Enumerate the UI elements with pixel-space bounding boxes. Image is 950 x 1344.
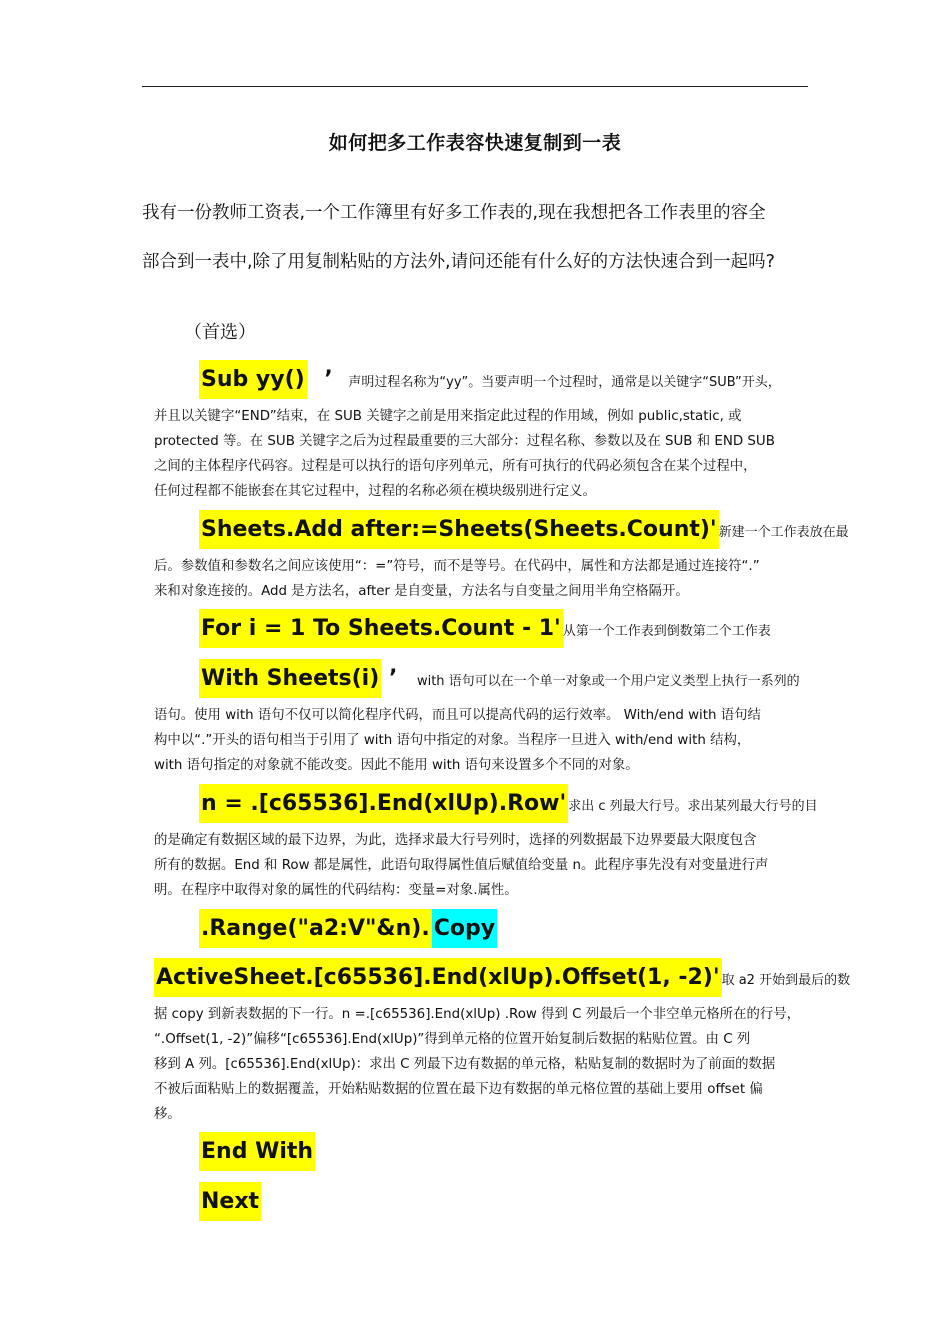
explanation-line: 所有的数据。End 和 Row 都是属性，此语句取得属性值后赋值给变量 n。此程序事先没有对变量进行声 bbox=[154, 858, 769, 873]
intro-line: 部合到一表中,除了用复制粘贴的方法外,请问还能有什么好的方法快速合到一起吗? bbox=[142, 252, 775, 272]
explanation-line: 不被后面粘贴上的数据覆盖，开始粘贴数据的位置在最下边有数据的单元格位置的基础上要用 offset 偏 bbox=[154, 1082, 763, 1097]
code-note: 新建一个工作表放在最 bbox=[718, 525, 849, 540]
code-highlight: n = .[c65536].End(xlUp).Row' bbox=[199, 784, 568, 823]
code-line-endwith bbox=[199, 1141, 315, 1163]
header-rule bbox=[142, 86, 808, 87]
code-line-with bbox=[199, 668, 800, 690]
code-note: 取 a2 开始到最后的数 bbox=[721, 973, 851, 988]
code-highlight: With Sheets(i) bbox=[199, 659, 381, 698]
code-line-n bbox=[199, 793, 818, 815]
intro-paragraph bbox=[142, 189, 822, 287]
explanation-line: “.Offset(1, -2)”偏移“[c65536].End(xlUp)”得到单元格的位置开始复制后数据的粘贴位置。由 C 列 bbox=[154, 1032, 751, 1047]
code-line-activesheet bbox=[154, 967, 850, 989]
code-highlight: End With bbox=[199, 1132, 315, 1171]
code-quote: ’ bbox=[324, 367, 333, 392]
explanation-line: with 语句指定的对象就不能改变。因此不能用 with 语句来设置多个不同的对象。 bbox=[154, 758, 639, 773]
explanation-line: 明。在程序中取得对象的属性的代码结构：变量=对象.属性。 bbox=[154, 883, 518, 898]
code-highlight: Next bbox=[199, 1182, 261, 1221]
explanation-paragraph-add bbox=[154, 554, 808, 604]
code-highlight: Sub yy() bbox=[199, 360, 307, 399]
explanation-paragraph-with bbox=[154, 703, 808, 778]
explanation-paragraph-activesheet bbox=[154, 1002, 808, 1127]
explanation-line: 语句。使用 with 语句不仅可以简化程序代码，而且可以提高代码的运行效率。 With/end with 语句结 bbox=[154, 708, 761, 723]
explanation-line: 来和对象连接的。Add 是方法名，after 是自变量，方法名与自变量之间用半角空格隔开。 bbox=[154, 584, 689, 599]
explanation-line: 并且以关键字“END”结束，在 SUB 关键字之前是用来指定此过程的作用域，例如 public,static, 或 bbox=[154, 409, 742, 424]
code-highlight: For i = 1 To Sheets.Count - 1' bbox=[199, 609, 563, 648]
explanation-line: 后。参数值和参数名之间应该使用“：=”符号，而不是等号。在代码中，属性和方法都是通过连接符“.” bbox=[154, 559, 760, 574]
code-line-for bbox=[199, 618, 771, 640]
code-quote: ’ bbox=[388, 666, 398, 691]
explanation-line: 移。 bbox=[154, 1107, 181, 1122]
code-highlight: Sheets.Add after:=Sheets(Sheets.Count)' bbox=[199, 510, 719, 549]
code-line-add bbox=[199, 519, 849, 541]
explanation-line: 之间的主体程序代码容。过程是可以执行的语句序列单元，所有可执行的代码必须包含在某个过程中， bbox=[154, 459, 757, 474]
explanation-line: protected 等。在 SUB 关键字之后为过程最重要的三大部分：过程名称、参数以及在 SUB 和 END SUB bbox=[154, 434, 775, 449]
code-highlight-copy: Copy bbox=[432, 909, 497, 948]
code-note: 从第一个工作表到倒数第二个工作表 bbox=[562, 624, 771, 639]
code-line-range bbox=[199, 918, 497, 940]
explanation-paragraph-n bbox=[154, 828, 808, 903]
page-title: 如何把多工作表容快速复制到一表 bbox=[328, 132, 622, 154]
explanation-paragraph-sub bbox=[154, 404, 808, 504]
explanation-line: 移到 A 列。[c65536].End(xlUp)：求出 C 列最下边有数据的单元格，粘贴复制的数据时为了前面的数据 bbox=[154, 1057, 776, 1072]
explanation-line: 任何过程都不能嵌套在其它过程中，过程的名称必须在模块级别进行定义。 bbox=[154, 484, 596, 499]
code-highlight: ActiveSheet.[c65536].End(xlUp).Offset(1, -2)' bbox=[154, 958, 722, 997]
explanation-line: 据 copy 到新表数据的下一行。n =.[c65536].End(xlUp) .Row 得到 C 列最后一个非空单元格所在的行号， bbox=[154, 1007, 801, 1022]
code-line-sub bbox=[199, 369, 781, 391]
explanation-line: 的是确定有数据区域的最下边界，为此，选择求最大行号列时，选择的列数据最下边界要最大限度包含 bbox=[154, 833, 757, 848]
explanation-line: 构中以“.”开头的语句相当于引用了 with 语句中指定的对象。当程序一旦进入 with/end with 结构， bbox=[154, 733, 751, 748]
code-line-next bbox=[199, 1191, 261, 1213]
code-note: 求出 c 列最大行号。求出某列最大行号的目 bbox=[568, 799, 818, 814]
code-note: 声明过程名称为“yy”。当要声明一个过程时，通常是以关键字“SUB”开头， bbox=[348, 375, 781, 390]
first-choice-label: （首选） bbox=[184, 322, 256, 343]
intro-line: 我有一份教师工资表,一个工作簿里有好多工作表的,现在我想把各工作表里的容全 bbox=[142, 203, 766, 223]
code-note: with 语句可以在一个单一对象或一个用户定义类型上执行一系列的 bbox=[416, 674, 800, 689]
code-highlight: .Range("a2:V"&n). bbox=[199, 909, 432, 948]
